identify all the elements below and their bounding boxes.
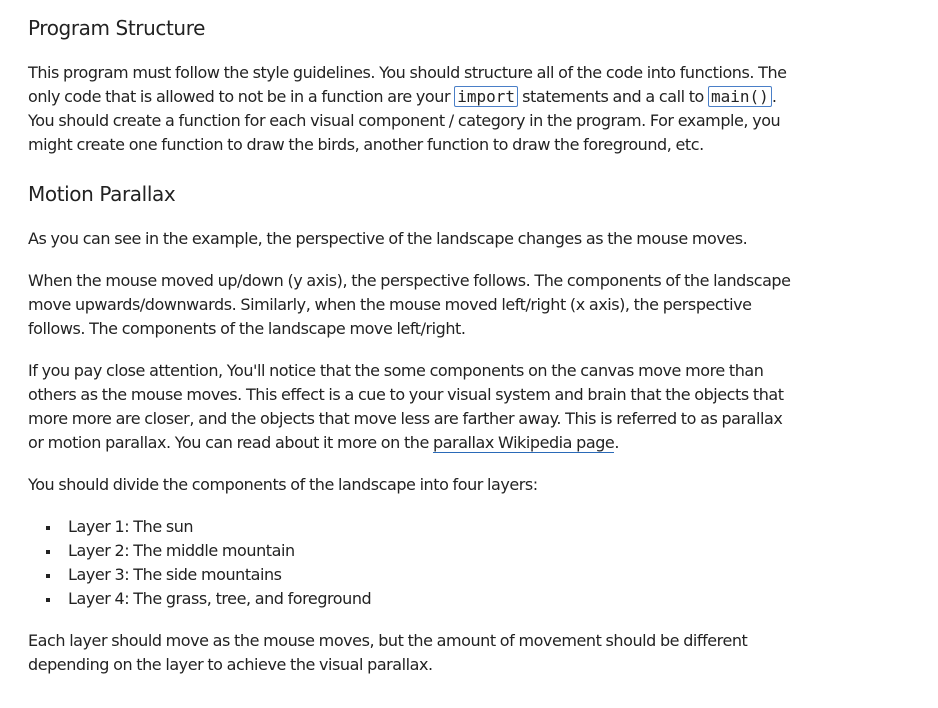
text-line: When the mouse moved up/down (y axis), the perspective follows. The components of the landscape [28, 271, 791, 290]
text-line: As you can see in the example, the perspective of the landscape changes as the mouse moves. [28, 229, 748, 248]
code-main: main() [708, 86, 772, 107]
paragraph-program-structure [28, 61, 910, 157]
text-line: move upwards/downwards. Similarly, when the mouse moved left/right (x axis), the perspective [28, 295, 752, 314]
heading-program-structure: Program Structure [28, 16, 205, 40]
text-line: others as the mouse moves. This effect is a cue to your visual system and brain that the objects that [28, 385, 784, 404]
text-fragment: . [614, 433, 619, 452]
layers-list [28, 515, 910, 611]
text-fragment: only code that is allowed to not be in a function are your [28, 87, 455, 106]
list-item: Layer 4: The grass, tree, and foreground [68, 587, 910, 611]
text-line: You should create a function for each visual component / category in the program. For example, you [28, 111, 781, 130]
text-line: If you pay close attention, You'll notice that the some components on the canvas move more than [28, 361, 764, 380]
list-item: Layer 2: The middle mountain [68, 539, 910, 563]
text-line: might create one function to draw the birds, another function to draw the foreground, etc. [28, 135, 704, 154]
text-fragment: . [771, 87, 777, 106]
text-line: You should divide the components of the landscape into four layers: [28, 475, 538, 494]
list-item: Layer 1: The sun [68, 515, 910, 539]
text-line: Each layer should move as the mouse moves, but the amount of movement should be different [28, 631, 748, 650]
text-fragment: or motion parallax. You can read about it more on the [28, 433, 433, 452]
code-import: import [454, 86, 518, 107]
parallax-wikipedia-link[interactable]: parallax Wikipedia page [433, 433, 615, 452]
text-line [28, 85, 910, 109]
paragraph-parallax-explanation [28, 359, 910, 455]
text-line: more more are closer, and the objects that move less are farther away. This is referred to as parallax [28, 409, 783, 428]
paragraph-perspective [28, 227, 910, 251]
paragraph-layer-movement [28, 629, 910, 677]
paragraph-divide-layers [28, 473, 910, 497]
text-line: follows. The components of the landscape move left/right. [28, 319, 466, 338]
paragraph-mouse-movement [28, 269, 910, 341]
text-fragment: statements and a call to [518, 87, 709, 106]
text-line [28, 431, 910, 455]
text-line: This program must follow the style guidelines. You should structure all of the code into functions. The [28, 63, 787, 82]
list-item: Layer 3: The side mountains [68, 563, 910, 587]
heading-motion-parallax: Motion Parallax [28, 182, 176, 206]
text-line: depending on the layer to achieve the visual parallax. [28, 655, 433, 674]
